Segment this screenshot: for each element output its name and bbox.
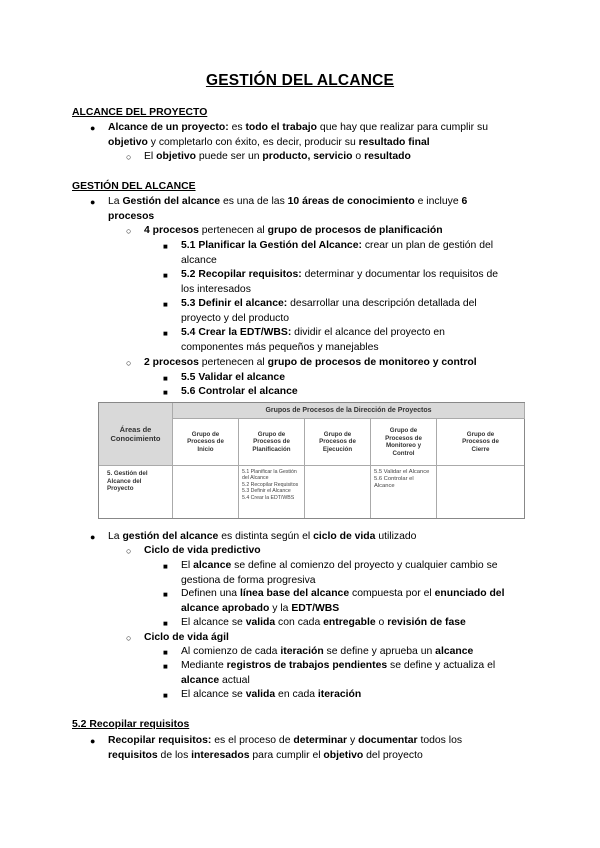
bullet-square-icon: ■ <box>163 648 168 657</box>
predictivo-item-2: Definen una línea base del alcance compuesta por el enunciado del alcance aprobado y la EDT/WBS <box>181 588 505 614</box>
agil-item-1: Al comienzo de cada iteración se define y aprueba un alcance <box>181 646 474 657</box>
groups-header: Grupos de Procesos de la Dirección de Proyectos <box>173 403 525 419</box>
group-monitoreo: Grupo de Procesos de Monitoreo y Control <box>371 419 437 466</box>
bullet-square-icon: ■ <box>163 562 168 571</box>
bullet-square-icon: ■ <box>163 388 168 397</box>
inicio-cell <box>173 466 239 518</box>
predictivo-item-1: El alcance se define al comienzo del proyecto y cualquier cambio se gestiona de forma progresiva <box>181 560 498 586</box>
row-label: 5. Gestión del Alcance del Proyecto <box>99 466 173 518</box>
monitoring-item: 5.5 Validar el Alcance <box>374 469 430 475</box>
bullet-dot-icon: ● <box>90 123 96 133</box>
area-header: Áreas de Conocimiento <box>99 403 173 466</box>
bullet-square-icon: ■ <box>163 271 168 280</box>
section-heading-recopilar-requisitos: 5.2 Recopilar requisitos <box>72 719 190 730</box>
bullet-circle-icon: ○ <box>126 226 132 236</box>
planning-item: 5.3 Definir el Alcance <box>242 488 291 495</box>
agil-item-2: Mediante registros de trabajos pendientes se define y actualiza el alcance actual <box>181 660 496 686</box>
process-5-2: 5.2 Recopilar requisitos: determinar y documentar los requisitos de los interesados <box>181 269 499 295</box>
bullet-square-icon: ■ <box>163 691 168 700</box>
planning-group-item: 4 procesos pertenecen al grupo de procesos de planificación <box>144 225 443 236</box>
ciclo-predictivo: Ciclo de vida predictivo <box>144 545 261 556</box>
bullet-circle-icon: ○ <box>126 633 132 643</box>
agil-item-3: El alcance se valida en cada iteración <box>181 689 362 700</box>
group-planificacion: Grupo de Procesos de Planificación <box>239 419 305 466</box>
bullet-square-icon: ■ <box>163 242 168 251</box>
process-5-1: 5.1 Planificar la Gestión del Alcance: crear un plan de gestión del alcance <box>181 240 494 266</box>
bullet-square-icon: ■ <box>163 374 168 383</box>
ciclo-vida-intro: La gestión del alcance es distinta según el ciclo de vida utilizado <box>108 531 417 542</box>
group-ejecucion: Grupo de Procesos de Ejecución <box>305 419 371 466</box>
bullet-square-icon: ■ <box>163 329 168 338</box>
page-title: GESTIÓN DEL ALCANCE <box>205 72 395 89</box>
group-inicio: Grupo de Procesos de Inicio <box>173 419 239 466</box>
bullet-circle-icon: ○ <box>126 546 132 556</box>
bullet-dot-icon: ● <box>90 197 96 207</box>
ciclo-agil: Ciclo de vida ágil <box>144 632 229 643</box>
planning-item: 5.4 Crear la EDT/WBS <box>242 494 295 501</box>
planning-item: 5.2 Recopilar Requisitos <box>242 481 299 488</box>
predictivo-item-3: El alcance se valida con cada entregable o revisión de fase <box>181 617 466 628</box>
section-heading-alcance-proyecto: ALCANCE DEL PROYECTO <box>72 107 208 118</box>
recopilar-definition: Recopilar requisitos: es el proceso de determinar y documentar todos los requisitos de los interesados para cumplir el objetivo del proyecto <box>108 735 463 761</box>
process-groups-table <box>98 402 525 519</box>
cierre-cell <box>437 466 524 518</box>
bullet-square-icon: ■ <box>163 590 168 599</box>
gestion-alcance-intro: La Gestión del alcance es una de las 10 áreas de conocimiento e incluye 6 procesos <box>108 196 468 222</box>
definition-alcance-proyecto: Alcance de un proyecto: es todo el trabajo que hay que realizar para cumplir su objetivo y completarlo con éxito, es decir, producir su resultado final <box>108 122 488 148</box>
monitoring-item: 5.6 Controlar el Alcance <box>374 476 414 489</box>
bullet-dot-icon: ● <box>90 532 96 542</box>
process-5-6: 5.6 Controlar el alcance <box>181 386 298 397</box>
planning-cell <box>239 466 305 518</box>
monitoring-group-item: 2 procesos pertenecen al grupo de procesos de monitoreo y control <box>144 357 477 368</box>
ejecucion-cell <box>305 466 371 518</box>
bullet-square-icon: ■ <box>163 300 168 309</box>
objetivo-item: El objetivo puede ser un producto, servicio o resultado <box>144 151 411 162</box>
group-cierre: Grupo de Procesos de Cierre <box>437 419 524 466</box>
planning-item: 5.1 Planificar la Gestión del Alcance <box>242 469 297 482</box>
process-5-5: 5.5 Validar el alcance <box>181 372 285 383</box>
bullet-circle-icon: ○ <box>126 152 132 162</box>
process-5-3: 5.3 Definir el alcance: desarrollar una descripción detallada del proyecto y del producto <box>181 298 477 324</box>
bullet-square-icon: ■ <box>163 619 168 628</box>
bullet-square-icon: ■ <box>163 662 168 671</box>
monitoring-cell <box>371 466 437 518</box>
process-5-4: 5.4 Crear la EDT/WBS: dividir el alcance del proyecto en componentes más pequeños y manejables <box>181 327 445 353</box>
section-heading-gestion-alcance: GESTIÓN DEL ALCANCE <box>72 181 196 192</box>
bullet-circle-icon: ○ <box>126 358 132 368</box>
bullet-dot-icon: ● <box>90 736 96 746</box>
